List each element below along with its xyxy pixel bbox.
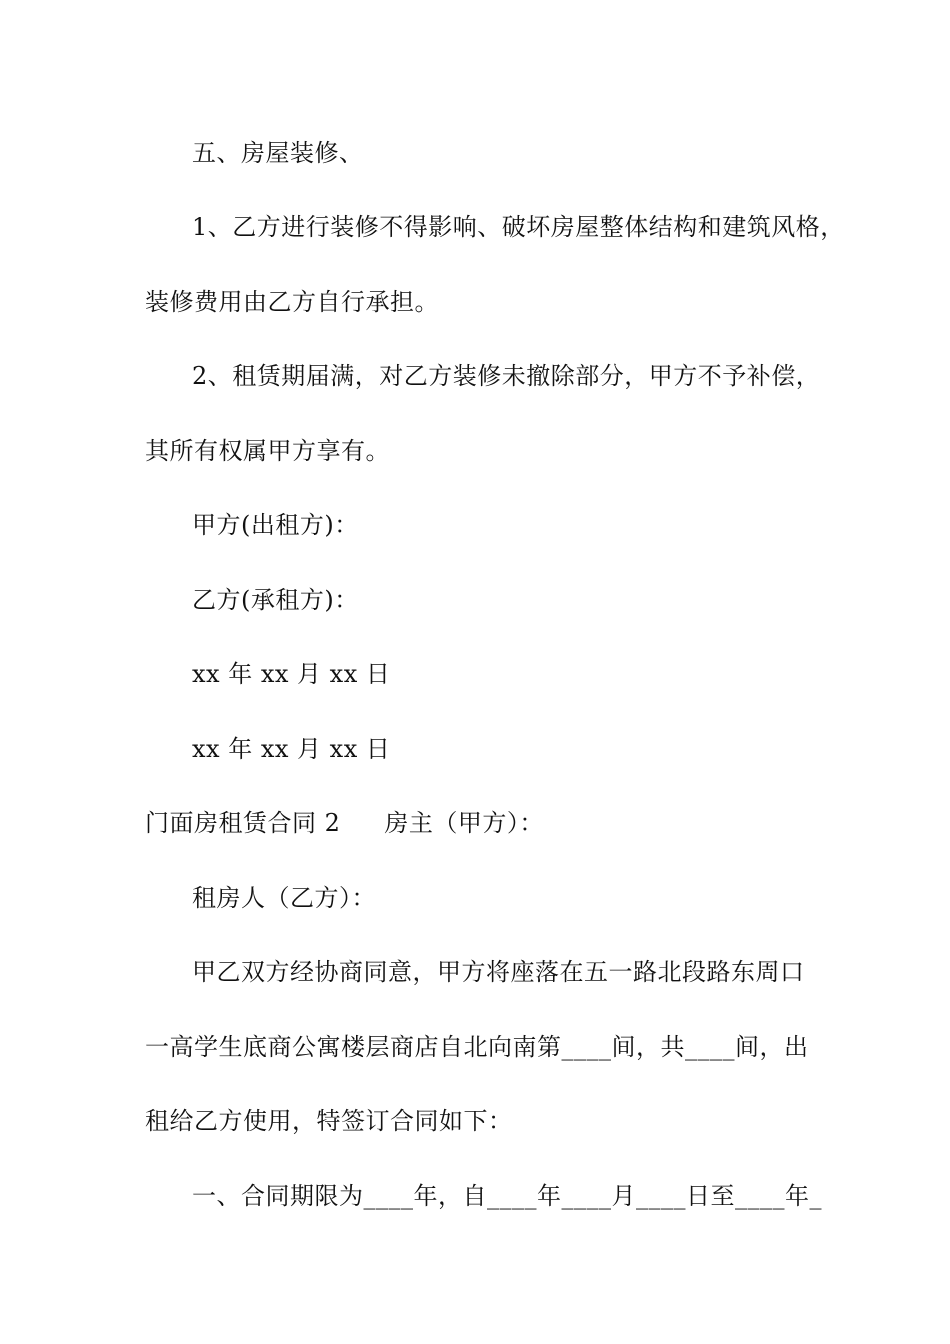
tenant-label: 租房人（乙方）：: [192, 884, 376, 912]
contract-title-line: [145, 808, 544, 838]
date-line: xx 年 xx 月 xx 日: [192, 735, 391, 763]
paragraph-line: 租给乙方使用，特签订合同如下：: [145, 1107, 513, 1135]
paragraph-line: 装修费用由乙方自行承担。: [145, 288, 439, 316]
paragraph-line: 1、乙方进行装修不得影响、破坏房屋整体结构和建筑风格，: [192, 213, 845, 241]
paragraph-line: 其所有权属甲方享有。: [145, 437, 390, 465]
signature-party-b: 乙方(承租方)：: [192, 586, 359, 614]
section-heading: 五、房屋装修、: [192, 139, 364, 167]
paragraph-line: 2、租赁期届满，对乙方装修未撤除部分，甲方不予补偿，: [192, 362, 821, 390]
landlord-label: 房主（甲方）：: [384, 809, 544, 837]
clause-line: 一、合同期限为____年，自____年____月____日至____年_: [192, 1182, 822, 1210]
paragraph-line: 甲乙双方经协商同意，甲方将座落在五一路北段路东周口: [192, 958, 805, 986]
signature-party-a: 甲方(出租方)：: [192, 511, 359, 539]
date-line: xx 年 xx 月 xx 日: [192, 660, 391, 688]
contract-title: 门面房租赁合同 2: [145, 809, 341, 837]
paragraph-line: 一高学生底商公寓楼层商店自北向南第____间，共____间，出: [145, 1033, 809, 1061]
